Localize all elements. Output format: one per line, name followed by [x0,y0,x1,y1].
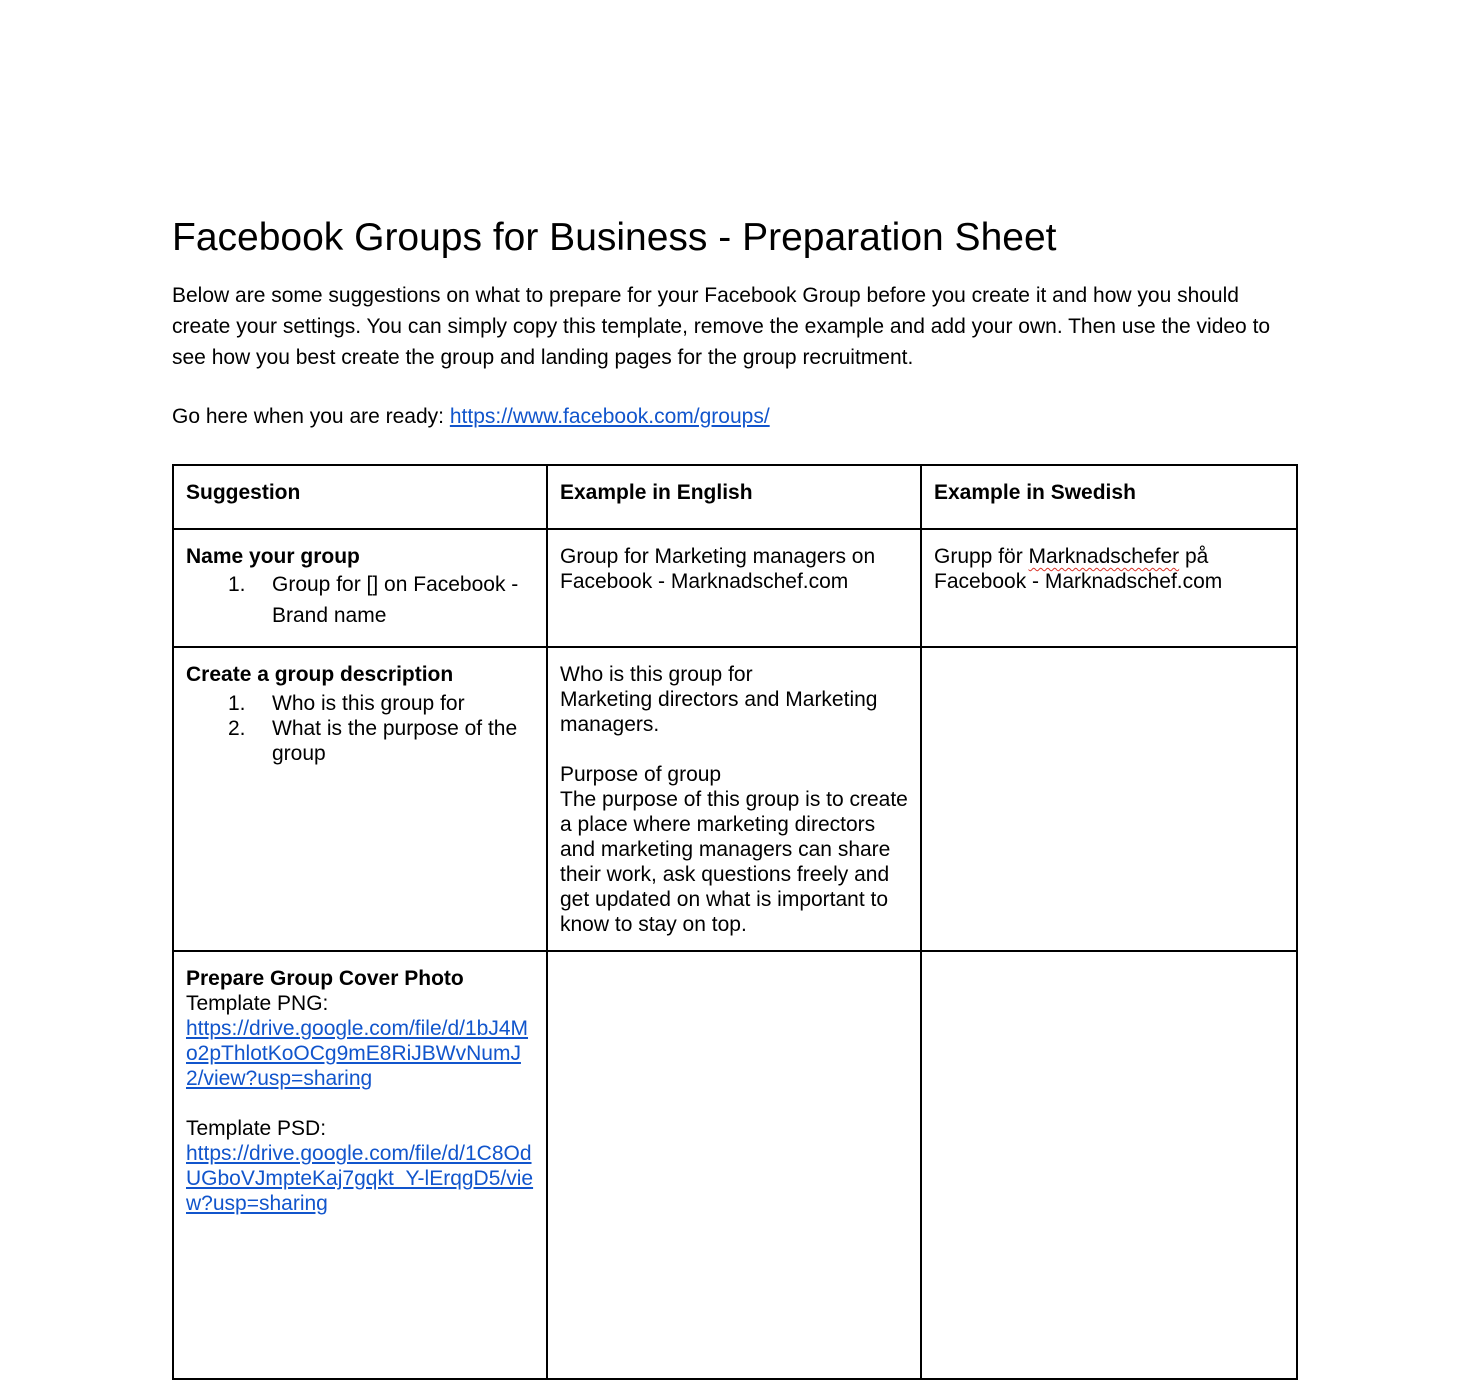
suggestion-cell [173,647,547,951]
list-number: 1. [228,692,246,715]
paragraph-gap [186,1091,534,1116]
swedish-example-cell [921,647,1297,951]
list-number: 2. [228,717,246,740]
english-example-cell [547,647,921,951]
header-example-english: Example in English [547,465,921,529]
header-example-swedish: Example in Swedish [921,465,1297,529]
english-example-cell [547,951,921,1379]
template-png-link[interactable]: https://drive.google.com/file/d/1bJ4Mo2pThlotKoOCg9mE8RiJBWvNumJ2/view?usp=sharing [186,1017,529,1090]
spellcheck-flagged-word: Marknadschefer [1028,545,1180,568]
template-png-label: Template PNG: [186,992,329,1015]
table-header-row [173,465,1297,529]
who-text: Marketing directors and Marketing managers. [560,688,878,736]
go-here-line [172,401,770,432]
intro-paragraph: Below are some suggestions on what to prepare for your Facebook Group before you create it and how you should create your settings. You can simply copy this template, remove the example and add your own. Then use the video to see how you best create the group and landing pages for the group recruitment. [172,284,1271,369]
purpose-heading: Purpose of group [560,763,722,786]
purpose-text: The purpose of this group is to create a place where marketing directors and marketing managers can share their work, ask questions freely and get updated on what is important to know to stay on top. [560,788,908,936]
facebook-groups-link[interactable]: https://www.facebook.com/groups/ [449,405,770,428]
list-item [186,716,534,766]
list-item-text: Who is this group for [272,692,465,715]
swedish-text-part: på Facebook - Marknadschef.com [934,545,1223,593]
document-title: Facebook Groups for Business - Preparation Sheet [172,216,1057,259]
list-item-text: What is the purpose of the group [272,717,518,765]
table-row-group-description [173,647,1297,951]
template-psd-label: Template PSD: [186,1117,327,1140]
suggestion-title: Name your group [186,545,360,568]
english-example-cell: Group for Marketing managers on Facebook - Marknadschef.com [547,529,921,647]
preparation-table [172,464,1298,1380]
suggestion-title: Create a group description [186,663,454,686]
suggestion-title: Prepare Group Cover Photo [186,967,464,990]
template-psd-link[interactable]: https://drive.google.com/file/d/1C8OdUGboVJmpteKaj7gqkt_Y-lErqgD5/view?usp=sharing [186,1142,534,1215]
swedish-example-cell [921,529,1297,647]
list-item [186,691,534,716]
suggestion-cell [173,951,547,1379]
swedish-text-part: Grupp för [934,545,1029,568]
list-number: 1. [228,573,246,596]
table-row-cover-photo [173,951,1297,1379]
swedish-example-cell [921,951,1297,1379]
table-row-name-group [173,529,1297,647]
go-here-label: Go here when you are ready: [172,405,450,428]
suggestion-cell [173,529,547,647]
header-suggestion: Suggestion [173,465,547,529]
list-item-text: Group for [] on Facebook - Brand name [272,573,519,627]
list-item [186,569,534,631]
who-heading: Who is this group for [560,663,753,686]
paragraph-gap [560,737,908,762]
suggestion-steps [186,691,534,766]
suggestion-steps [186,569,534,631]
